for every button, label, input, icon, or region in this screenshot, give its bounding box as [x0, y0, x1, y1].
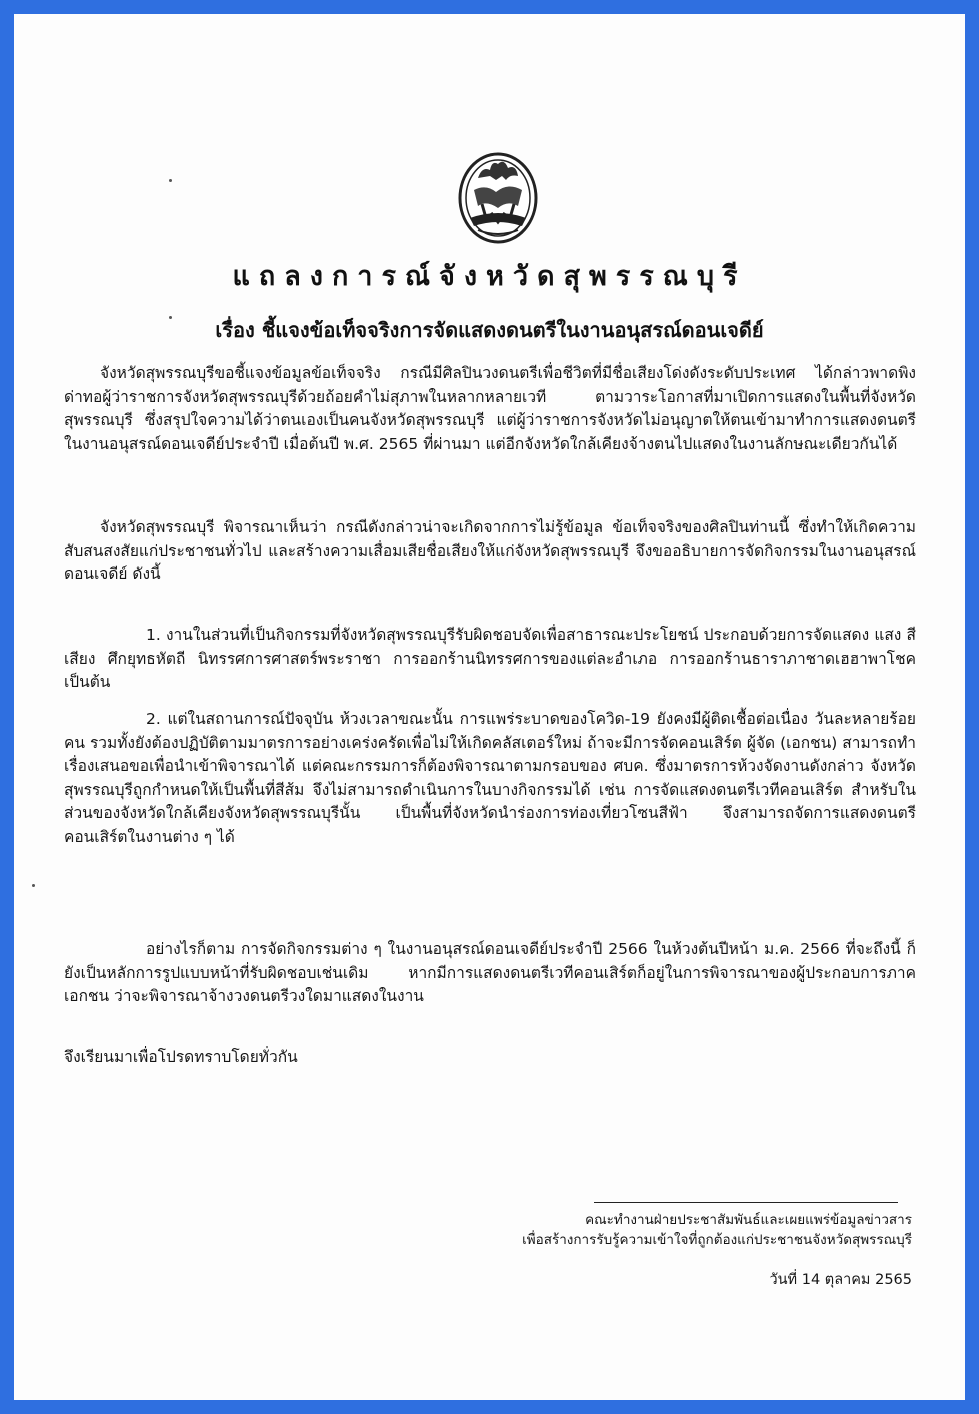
signature-line [594, 1202, 898, 1203]
paragraph-item-1: 1. งานในส่วนที่เป็นกิจกรรมที่จังหวัดสุพรรณบุรีรับผิดชอบจัดเพื่อสาธารณะประโยชน์ ประกอบด้วยการจัดแสดง แสง สี เสียง ศึกยุทธหัตถี นิทรรศการศาสตร์พระราชา การออกร้านนิทรรศการของแต่ละอำเภอ การออกร้านธาราภาชาดเฮฮาพาโชค เป็นต้น [64, 626, 916, 691]
paragraph-intro: จังหวัดสุพรรณบุรีขอชี้แจงข้อมูลข้อเท็จจริง กรณีมีศิลปินวงดนตรีเพื่อชีวิตที่มีชื่อเสียงโด่งดังระดับประเทศ ได้กล่าวพาดพิงด่าทอผู้ว่าราชการจังหวัดสุพรรณบุรีด้วยถ้อยคำไม่สุภาพในหลากหลายเวที ตามวาระโอกาสที่มาเปิดการแสดงในพื้นที่จังหวัดสุพรรณบุรี ซึ่งสรุปใจความได้ว่าตนเองเป็นคนจังหวัดสุพรรณบุรี แต่ผู้ว่าราชการจังหวัดไม่อนุญาตให้ตนเข้ามาทำการแสดงดนตรีในงานอนุสรณ์ดอนเจดีย์ประจำปี เมื่อต้นปี พ.ศ. 2565 ที่ผ่านมา แต่อีกจังหวัดใกล้เคียงจ้างตนไปแสดงในงานลักษณะเดียวกันได้ [64, 364, 916, 453]
speck [32, 884, 35, 887]
speck [169, 179, 172, 182]
signature-line-1: คณะทำงานฝ่ายประชาสัมพันธ์และเผยแพร่ข้อมูลข่าวสาร [585, 1212, 912, 1228]
paragraph-however: อย่างไรก็ตาม การจัดกิจกรรมต่าง ๆ ในงานอนุสรณ์ดอนเจดีย์ประจำปี 2566 ในห้วงต้นปีหน้า ม.ค. 2566 ที่จะถึงนี้ ก็ยังเป็นหลักการรูปแบบหน้าที่รับผิดชอบเช่นเดิม หากมีการแสดงดนตรีเวทีคอนเสิร์ตก็อยู่ในการพิจารณาของผู้ประกอบการภาคเอกชน ว่าจะพิจารณาจ้างวงดนตรีวงใดมาแสดงในงาน [64, 940, 916, 1005]
announcement-title: แถลงการณ์จังหวัดสุพรรณบุรี [232, 261, 747, 292]
provincial-seal-icon [456, 148, 540, 246]
paragraph-consideration: จังหวัดสุพรรณบุรี พิจารณาเห็นว่า กรณีดังกล่าวน่าจะเกิดจากการไม่รู้ข้อมูล ข้อเท็จจริงของศิลปินท่านนี้ ซึ่งทำให้เกิดความสับสนสงสัยแก่ประชาชนทั่วไป และสร้างความเสื่อมเสียชื่อเสียงให้แก่จังหวัดสุพรรณบุรี จึงขออธิบายการจัดกิจกรรมในงานอนุสรณ์ดอนเจดีย์ ดังนี้ [64, 518, 916, 583]
paragraph-item-2: 2. แต่ในสถานการณ์ปัจจุบัน ห้วงเวลาขณะนั้น การแพร่ระบาดของโควิด-19 ยังคงมีผู้ติดเชื้อต่อเนื่อง วันละหลายร้อยคน รวมทั้งยังต้องปฏิบัติตามมาตรการอย่างเคร่งครัดเพื่อไม่ให้เกิดคลัสเตอร์ใหม่ ถ้าจะมีการจัดคอนเสิร์ต ผู้จัด (เอกชน) สามารถทำเรื่องเสนอขอเพื่อนำเข้าพิจารณาได้ แต่คณะกรรมการก็ต้องพิจารณาตามกรอบของ ศบค. ซึ่งมาตรการห้วงจัดงานดังกล่าว จังหวัดสุพรรณบุรีถูกกำหนดให้เป็นพื้นที่สีส้ม จึงไม่สามารถดำเนินการในบางกิจกรรมได้ เช่น การจัดแสดงดนตรีเวทีคอนเสิร์ต สำหรับในส่วนของจังหวัดใกล้เคียงจังหวัดสุพรรณบุรีนั้น เป็นพื้นที่จังหวัดนำร่องการท่องเที่ยวโซนสีฟ้า จึงสามารถจัดการแสดงดนตรีคอนเสิร์ตในงานต่าง ๆ ได้ [64, 710, 916, 846]
paragraph-closing: จึงเรียนมาเพื่อโปรดทราบโดยทั่วกัน [64, 1048, 298, 1066]
signature-line-2: เพื่อสร้างการรับรู้ความเข้าใจที่ถูกต้องแก่ประชาชนจังหวัดสุพรรณบุรี [522, 1232, 912, 1248]
document-date: วันที่ 14 ตุลาคม 2565 [769, 1272, 912, 1288]
announcement-subject: เรื่อง ชี้แจงข้อเท็จจริงการจัดแสดงดนตรีในงานอนุสรณ์ดอนเจดีย์ [215, 318, 764, 342]
document-page [14, 14, 965, 1400]
